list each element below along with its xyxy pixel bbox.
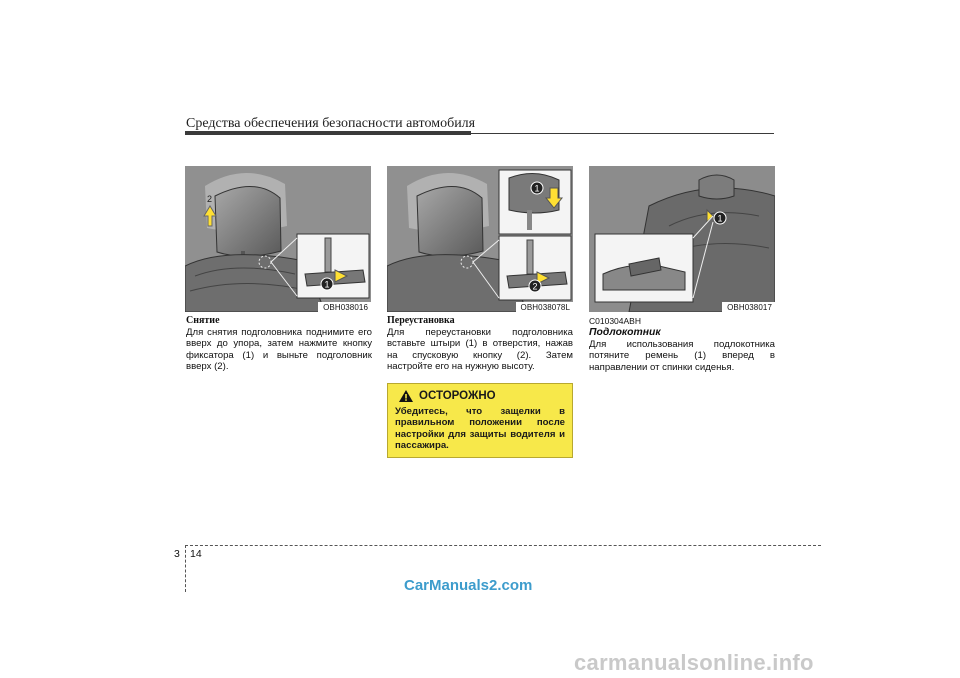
watermark-link-top[interactable]: CarManuals2.com <box>404 577 533 594</box>
section-title-armrest: Подлокотник <box>589 327 661 338</box>
figure-caption: OBH038017 <box>722 302 775 312</box>
figure-headrest-reinstall <box>387 166 573 312</box>
marker-1: 1 <box>324 279 330 290</box>
section-number: 3 <box>174 548 180 560</box>
warning-text: Убедитесь, что защелки в правильном положении после настройки для защиты водителя и пассажира. <box>395 406 565 451</box>
section-header-title: Средства обеспечения безопасности автомобиля <box>186 116 476 131</box>
footer-vertical-rule <box>185 545 186 592</box>
marker-1: 1 <box>717 213 723 224</box>
headrest-removal-illustration <box>185 166 371 312</box>
headrest-reinstall-illustration <box>387 166 573 312</box>
warning-triangle-icon <box>399 390 413 402</box>
footer-rule <box>185 545 821 546</box>
column-armrest <box>589 316 775 373</box>
page-number: 14 <box>190 548 202 560</box>
warning-box <box>387 383 573 458</box>
section-text-reinstall: Для переустановки подголовника вставьте штыри (1) в отверстия, нажав на спусковую кнопку (2). Затем настройте его на нужную высоту. <box>387 327 573 373</box>
header-rule-thin <box>471 133 774 134</box>
marker-2: 2 <box>207 194 213 204</box>
figure-headrest-removal <box>185 166 371 312</box>
section-title-reinstall: Переустановка <box>387 315 455 326</box>
column-removal <box>186 315 372 373</box>
section-text-armrest: Для использования подлокотника потяните ремень (1) вперед в направлении от спинки сиденья. <box>589 339 775 373</box>
column-reinstall <box>387 315 573 373</box>
watermark-link-bottom[interactable]: carmanualsonline.info <box>574 650 814 675</box>
warning-header <box>399 390 565 402</box>
marker-2: 2 <box>532 281 538 292</box>
header-rule-thick <box>185 131 471 135</box>
figure-caption: OBH038078L <box>516 302 573 312</box>
figure-caption: OBH038016 <box>318 302 371 312</box>
marker-1: 1 <box>534 183 540 194</box>
figure-armrest <box>589 166 775 312</box>
section-title-removal: Снятие <box>186 315 220 326</box>
section-text-removal: Для снятия подголовника поднимите его вверх до упора, затем нажмите кнопку фиксатора (1) и выньте подголовник вверх (2). <box>186 327 372 373</box>
armrest-illustration <box>589 166 775 312</box>
warning-title: ОСТОРОЖНО <box>419 390 496 402</box>
section-code: C010304ABH <box>589 316 641 326</box>
